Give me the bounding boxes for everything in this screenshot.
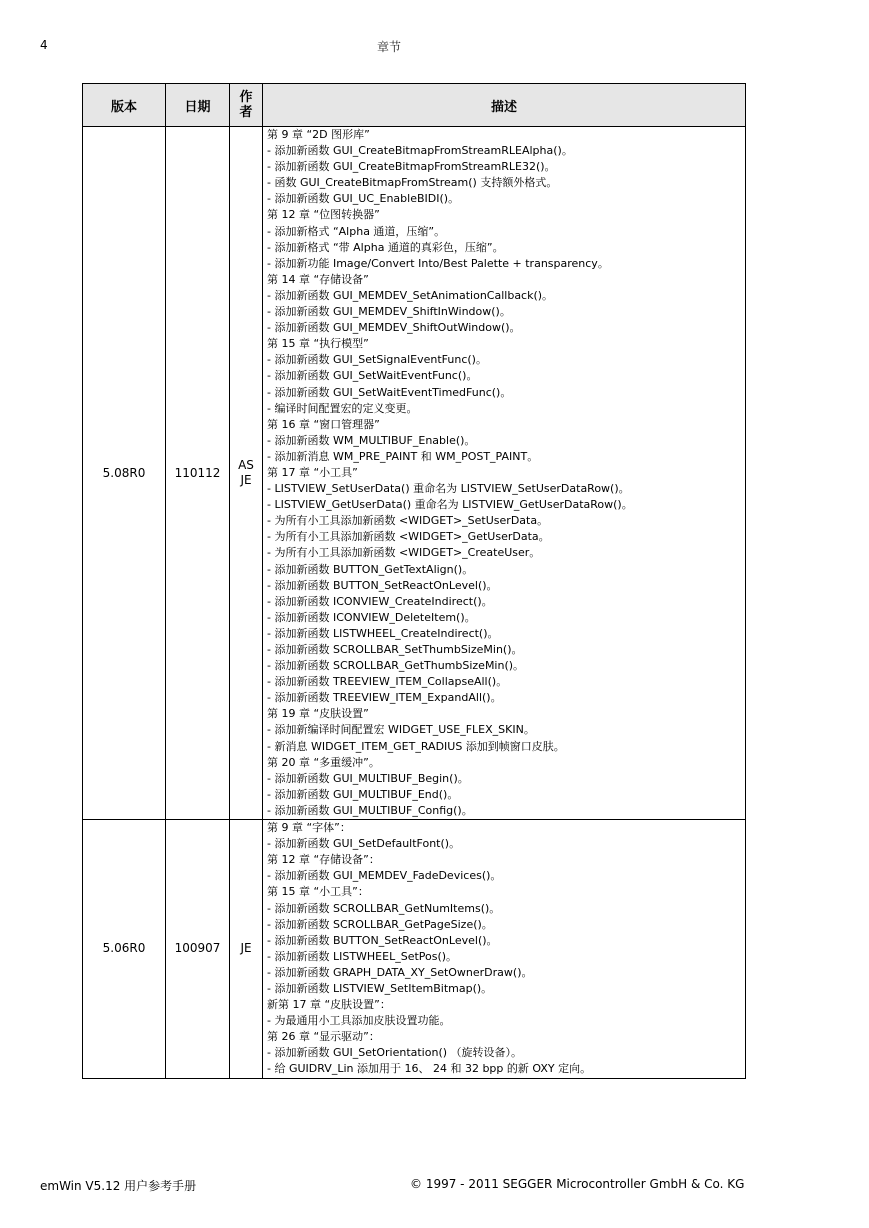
- page-number: 4: [40, 38, 48, 52]
- description-line: - 添加新函数 ICONVIEW_CreateIndirect()。: [267, 594, 493, 608]
- description-line: - 添加新函数 LISTVIEW_SetItemBitmap()。: [267, 981, 493, 995]
- description-line: - 添加新函数 GRAPH_DATA_XY_SetOwnerDraw()。: [267, 965, 533, 979]
- header-author: 作 者: [230, 84, 263, 127]
- description-line: - 添加新函数 GUI_CreateBitmapFromStreamRLE32()。: [267, 160, 556, 174]
- header-version: 版本: [83, 84, 166, 127]
- description-line: - LISTVIEW_GetUserData() 重命名为 LISTVIEW_GetUserDataRow()。: [267, 498, 633, 512]
- footer-copyright: © 1997 - 2011 SEGGER Microcontroller GmbH & Co. KG: [410, 1177, 745, 1191]
- description-line: - 添加新函数 GUI_UC_EnableBIDI()。: [267, 192, 460, 206]
- description-line: - 添加新编译时间配置宏 WIDGET_USE_FLEX_SKIN。: [267, 723, 535, 737]
- description-line: - 添加新函数 WM_MULTIBUF_Enable()。: [267, 433, 476, 447]
- description-line: - 添加新函数 SCROLLBAR_GetPageSize()。: [267, 917, 493, 931]
- description-line: 第 15 章 “执行模型”: [267, 337, 369, 351]
- description-line: - 为所有小工具添加新函数 <WIDGET>_SetUserData。: [267, 514, 549, 528]
- description-cell: [263, 127, 746, 820]
- description-line: - 为所有小工具添加新函数 <WIDGET>_CreateUser。: [267, 546, 541, 560]
- description-line: 第 12 章 “存储设备”：: [267, 853, 380, 867]
- description-line: 第 17 章 “小工具”: [267, 465, 358, 479]
- description-line: - 添加新函数 BUTTON_GetTextAlign()。: [267, 562, 474, 576]
- description-line: - LISTVIEW_SetUserData() 重命名为 LISTVIEW_SetUserDataRow()。: [267, 482, 630, 496]
- date-cell: 110112: [166, 127, 230, 820]
- header-description: 描述: [263, 84, 746, 127]
- description-line: - 添加新函数 GUI_SetDefaultFont()。: [267, 837, 461, 851]
- description-line: - 添加新函数 GUI_MULTIBUF_End()。: [267, 787, 459, 801]
- footer-manual-title: emWin V5.12 用户参考手册: [40, 1179, 197, 1193]
- header-date: 日期: [166, 84, 230, 127]
- description-line: 第 19 章 “皮肤设置”: [267, 707, 369, 721]
- description-line: - 添加新函数 GUI_SetSignalEventFunc()。: [267, 353, 487, 367]
- description-line: - 为最通用小工具添加皮肤设置功能。: [267, 1014, 451, 1028]
- description-line: 第 14 章 “存储设备”: [267, 272, 369, 286]
- description-line: - 添加新函数 GUI_SetOrientation() （旋转设备）。: [267, 1046, 523, 1060]
- description-line: 第 9 章 “字体”：: [267, 821, 351, 835]
- description-line: - 添加新函数 GUI_SetWaitEventTimedFunc()。: [267, 385, 512, 399]
- description-line: - 添加新函数 SCROLLBAR_GetNumItems()。: [267, 901, 501, 915]
- description-line: - 为所有小工具添加新函数 <WIDGET>_GetUserData。: [267, 530, 550, 544]
- description-line: - 添加新函数 SCROLLBAR_GetThumbSizeMin()。: [267, 659, 525, 673]
- description-line: - 添加新函数 TREEVIEW_ITEM_CollapseAll()。: [267, 675, 508, 689]
- author-cell: AS JE: [230, 127, 263, 820]
- description-line: - 添加新函数 TREEVIEW_ITEM_ExpandAll()。: [267, 691, 502, 705]
- description-line: - 添加新函数 GUI_MULTIBUF_Begin()。: [267, 771, 469, 785]
- description-line: - 添加新函数 GUI_SetWaitEventFunc()。: [267, 369, 478, 383]
- revision-table: [82, 83, 746, 1079]
- description-line: - 添加新函数 GUI_MULTIBUF_Config()。: [267, 803, 473, 817]
- description-line: - 添加新函数 SCROLLBAR_SetThumbSizeMin()。: [267, 643, 523, 656]
- description-line: 第 26 章 “显示驱动”：: [267, 1030, 380, 1044]
- description-line: - 添加新函数 GUI_MEMDEV_ShiftInWindow()。: [267, 305, 511, 319]
- description-line: - 添加新函数 GUI_MEMDEV_FadeDevices()。: [267, 869, 502, 883]
- description-line: 第 12 章 “位图转换器”: [267, 208, 380, 222]
- description-line: 第 15 章 “小工具”：: [267, 885, 369, 899]
- chapter-title: 章节: [377, 40, 402, 54]
- description-line: - 函数 GUI_CreateBitmapFromStream() 支持额外格式。: [267, 176, 558, 190]
- description-line: - 添加新函数 LISTWHEEL_CreateIndirect()。: [267, 626, 499, 640]
- description-line: - 添加新函数 LISTWHEEL_SetPos()。: [267, 949, 458, 963]
- description-line: - 添加新函数 ICONVIEW_DeleteItem()。: [267, 610, 476, 624]
- description-line: 新第 17 章 “皮肤设置”：: [267, 998, 391, 1012]
- description-line: - 编译时间配置宏的定义变更。: [267, 401, 418, 415]
- description-line: - 给 GUIDRV_Lin 添加用于 16、 24 和 32 bpp 的新 OXY 定向。: [267, 1062, 592, 1076]
- date-cell: 100907: [166, 820, 230, 1079]
- table-header-row: [83, 84, 746, 127]
- author-cell: JE: [230, 820, 263, 1079]
- description-line: - 添加新函数 GUI_CreateBitmapFromStreamRLEAlpha()。: [267, 144, 573, 158]
- description-line: - 添加新功能 Image/Convert Into/Best Palette + transparency。: [267, 256, 609, 270]
- version-cell: 5.06R0: [83, 820, 166, 1079]
- description-line: 第 16 章 “窗口管理器”: [267, 417, 380, 431]
- description-line: - 添加新格式 “Alpha 通道，压缩”。: [267, 224, 446, 238]
- description-line: - 添加新函数 BUTTON_SetReactOnLevel()。: [267, 933, 498, 947]
- version-cell: 5.08R0: [83, 127, 166, 820]
- description-line: - 添加新函数 GUI_MEMDEV_ShiftOutWindow()。: [267, 321, 521, 335]
- table-row: [83, 127, 746, 820]
- description-line: 第 9 章 “2D 图形库”: [267, 128, 370, 141]
- description-line: - 添加新消息 WM_PRE_PAINT 和 WM_POST_PAINT。: [267, 449, 539, 463]
- description-line: - 添加新函数 GUI_MEMDEV_SetAnimationCallback()。: [267, 288, 554, 302]
- description-line: - 新消息 WIDGET_ITEM_GET_RADIUS 添加到帧窗口皮肤。: [267, 739, 565, 753]
- description-line: 第 20 章 “多重缓冲”。: [267, 755, 380, 769]
- description-line: - 添加新函数 BUTTON_SetReactOnLevel()。: [267, 578, 498, 592]
- description-line: - 添加新格式 “带 Alpha 通道的真彩色，压缩”。: [267, 240, 504, 254]
- description-cell: [263, 820, 746, 1079]
- table-row: [83, 820, 746, 1079]
